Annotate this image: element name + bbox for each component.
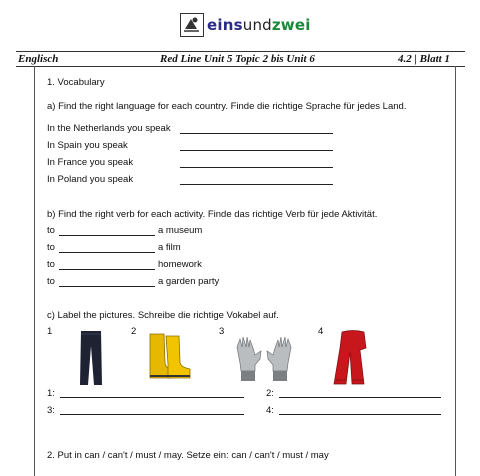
answer-label: 2:	[266, 388, 274, 399]
answer-line[interactable]	[180, 184, 333, 185]
activity-item: homework	[158, 259, 202, 270]
scarf-icon	[330, 330, 376, 391]
picture-number: 4	[318, 326, 324, 337]
picture-number: 2	[131, 326, 137, 337]
section-heading: 2. Put in can / can't / must / may. Setze ein: can / can't / must / may	[47, 450, 329, 461]
answer-line[interactable]	[59, 286, 155, 287]
picture-number: 3	[219, 326, 225, 337]
subject-label: Englisch	[18, 53, 59, 65]
language-prompt: In the Netherlands you speak	[47, 123, 171, 134]
page-indicator: 4.2 | Blatt 1	[398, 53, 450, 65]
verb-prefix: to	[47, 259, 55, 270]
language-prompt: In Spain you speak	[47, 140, 128, 151]
instruction-c: c) Label the pictures. Schreibe die richtige Vokabel auf.	[47, 310, 279, 321]
activity-item: a film	[158, 242, 181, 253]
activity-item: a museum	[158, 225, 203, 236]
worksheet-title: Red Line Unit 5 Topic 2 bis Unit 6	[160, 53, 315, 65]
answer-line[interactable]	[279, 397, 441, 398]
logo-text: einsundzwei	[207, 16, 311, 34]
answer-label: 3:	[47, 405, 55, 416]
answer-line[interactable]	[279, 414, 441, 415]
answer-line[interactable]	[60, 414, 244, 415]
answer-label: 4:	[266, 405, 274, 416]
gloves-icon	[233, 333, 295, 388]
activity-item: a garden party	[158, 276, 220, 287]
language-prompt: In Poland you speak	[47, 174, 134, 185]
instruction-a: a) Find the right language for each country. Finde die richtige Sprache für jedes Land.	[47, 101, 407, 112]
answer-line[interactable]	[59, 269, 155, 270]
answer-line[interactable]	[180, 150, 333, 151]
answer-line[interactable]	[59, 252, 155, 253]
instruction-b: b) Find the right verb for each activity. Finde das richtige Verb für jede Aktivität.	[47, 209, 378, 220]
verb-prefix: to	[47, 242, 55, 253]
answer-label: 1:	[47, 388, 55, 399]
language-prompt: In France you speak	[47, 157, 134, 168]
header-rule-top	[16, 51, 465, 52]
logo	[180, 11, 311, 39]
logo-icon	[180, 13, 204, 37]
trousers-icon	[78, 330, 104, 391]
answer-line[interactable]	[59, 235, 155, 236]
verb-prefix: to	[47, 225, 55, 236]
answer-line[interactable]	[180, 133, 333, 134]
answer-line[interactable]	[60, 397, 244, 398]
wellington-boots-icon	[146, 332, 192, 385]
section-heading: 1. Vocabulary	[47, 77, 105, 88]
verb-prefix: to	[47, 276, 55, 287]
answer-line[interactable]	[180, 167, 333, 168]
picture-number: 1	[47, 326, 53, 337]
